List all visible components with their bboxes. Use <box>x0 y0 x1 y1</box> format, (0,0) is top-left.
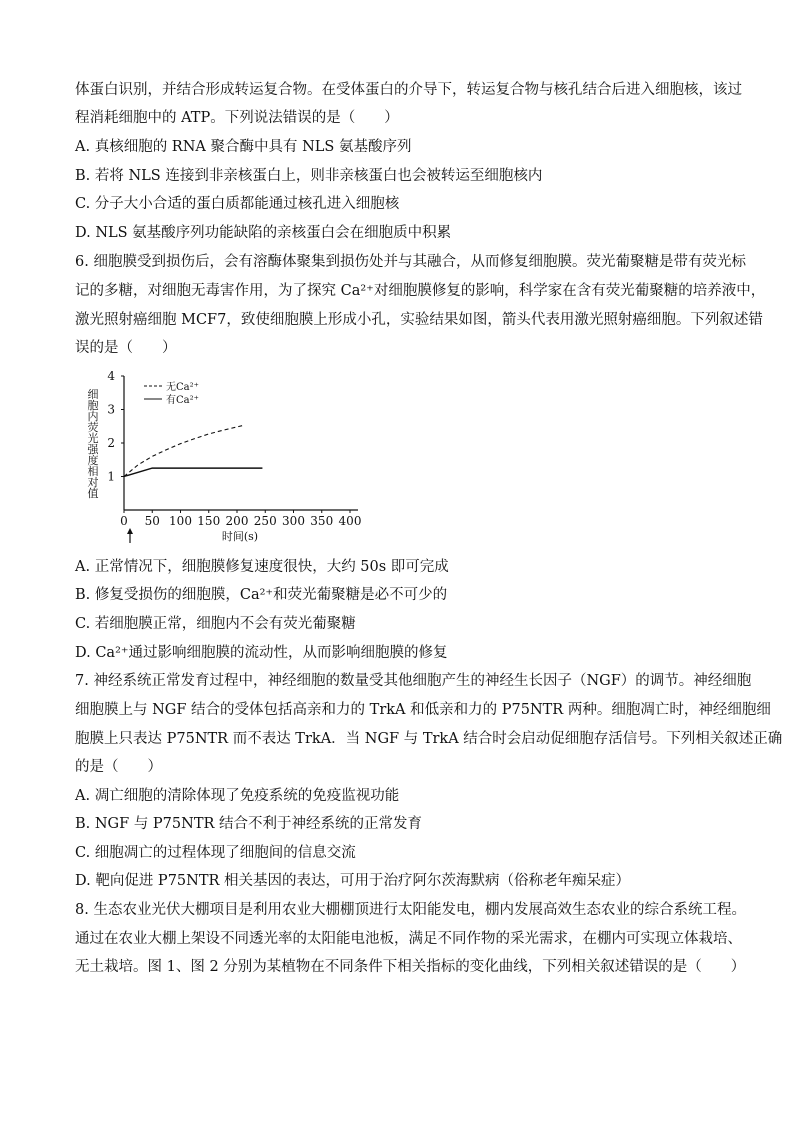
x-tick-label: 350 <box>310 514 334 528</box>
y-axis-label-char: 强 <box>87 443 99 456</box>
q5-option-b: B. 若将 NLS 连接到非亲核蛋白上，则非亲核蛋白也会被转运至细胞核内 <box>75 168 543 184</box>
y-tick-label: 1 <box>107 469 115 484</box>
q6-text-line-4: 误的是（ ） <box>75 340 177 356</box>
q6-text-line-2: 记的多糖，对细胞无毒害作用，为了探究 Ca²⁺对细胞膜修复的影响，科学家在含有荧光葡聚糖的培养液中， <box>75 283 766 299</box>
y-axis-label-char: 度 <box>87 454 99 467</box>
q6-option-d: D. Ca²⁺通过影响细胞膜的流动性，从而影响细胞膜的修复 <box>75 645 448 661</box>
y-axis-label-char: 细 <box>87 388 99 401</box>
q5-text-line-1: 体蛋白识别，并结合形成转运复合物。在受体蛋白的介导下，转运复合物与核孔结合后进入细胞核，该过 <box>75 82 742 98</box>
x-tick-label: 100 <box>169 514 192 528</box>
q8-text-line-2: 通过在农业大棚上架设不同透光率的太阳能电池板，满足不同作物的采光需求，在棚内可实现立体栽培、 <box>75 931 742 947</box>
x-axis-label: 时间(s) <box>221 530 259 543</box>
legend-label: 有Ca²⁺ <box>166 395 199 406</box>
q6-option-b: B. 修复受损伤的细胞膜，Ca²⁺和荧光葡聚糖是必不可少的 <box>75 587 448 603</box>
y-axis-label-char: 胞 <box>87 399 99 412</box>
q5-option-a: A. 真核细胞的 RNA 聚合酶中具有 NLS 氨基酸序列 <box>75 139 412 155</box>
series-line-no-ca <box>124 426 243 477</box>
q7-text-line-3: 胞膜上只表达 P75NTR 而不表达 TrkA．当 NGF 与 TrkA 结合时会启动促细胞存活信号。下列相关叙述正确 <box>75 731 783 747</box>
fluorescence-line-chart <box>78 368 378 543</box>
y-tick-label: 4 <box>107 369 115 383</box>
x-tick-label: 150 <box>197 514 221 528</box>
q6-text-line-1: 6. 细胞膜受到损伤后，会有溶酶体聚集到损伤处并与其融合，从而修复细胞膜。荧光葡聚糖是带有荧光标 <box>75 254 746 270</box>
x-tick-label: 0 <box>120 514 128 528</box>
q5-option-c: C. 分子大小合适的蛋白质都能通过核孔进入细胞核 <box>75 196 400 212</box>
y-tick-label: 3 <box>107 402 115 417</box>
legend-label: 无Ca²⁺ <box>166 382 199 393</box>
q5-option-d: D. NLS 氨基酸序列功能缺陷的亲核蛋白会在细胞质中积累 <box>75 225 452 241</box>
x-tick-label: 300 <box>282 514 305 528</box>
laser-arrow-head <box>127 528 133 534</box>
y-axis-label-char: 值 <box>87 487 99 500</box>
y-axis-label-char: 对 <box>87 476 99 489</box>
y-axis-label-char: 光 <box>87 432 99 445</box>
y-axis-label-char: 相 <box>87 465 99 478</box>
x-tick-label: 400 <box>338 514 362 528</box>
q7-text-line-2: 细胞膜上与 NGF 结合的受体包括高亲和力的 TrkA 和低亲和力的 P75NTR 两种。细胞凋亡时，神经细胞细 <box>75 702 771 718</box>
q5-text-line-2: 程消耗细胞中的 ATP。下列说法错误的是（ ） <box>75 110 399 126</box>
q7-option-a: A. 凋亡细胞的清除体现了免疫系统的免疫监视功能 <box>75 788 400 804</box>
y-axis-label-char: 荧 <box>87 421 99 434</box>
series-line-with-ca <box>124 468 262 476</box>
q7-option-c: C. 细胞凋亡的过程体现了细胞间的信息交流 <box>75 845 356 861</box>
q7-text-line-4: 的是（ ） <box>75 759 162 775</box>
q7-option-b: B. NGF 与 P75NTR 结合不利于神经系统的正常发育 <box>75 816 423 832</box>
x-tick-label: 50 <box>144 514 160 528</box>
q6-text-line-3: 激光照射癌细胞 MCF7，致使细胞膜上形成小孔，实验结果如图，箭头代表用激光照射癌细胞。下列叙述错 <box>75 312 763 328</box>
x-tick-label: 250 <box>253 514 277 528</box>
q8-text-line-3: 无土栽培。图 1、图 2 分别为某植物在不同条件下相关指标的变化曲线，下列相关叙述错误的是（ ） <box>75 959 746 975</box>
y-axis-label-char: 内 <box>87 410 99 423</box>
q7-text-line-1: 7. 神经系统正常发育过程中，神经细胞的数量受其他细胞产生的神经生长因子（NGF）的调节。神经细胞 <box>75 673 752 689</box>
q6-option-c: C. 若细胞膜正常，细胞内不会有荧光葡聚糖 <box>75 616 356 632</box>
y-tick-label: 2 <box>107 436 115 450</box>
q7-option-d: D. 靶向促进 P75NTR 相关基因的表达，可用于治疗阿尔茨海默病（俗称老年痴呆症） <box>75 873 631 889</box>
q8-text-line-1: 8. 生态农业光伏大棚项目是利用农业大棚棚顶进行太阳能发电，棚内发展高效生态农业的综合系统工程。 <box>75 902 746 918</box>
q6-option-a: A. 正常情况下，细胞膜修复速度很快，大约 50s 即可完成 <box>75 559 449 575</box>
x-tick-label: 200 <box>225 514 249 528</box>
